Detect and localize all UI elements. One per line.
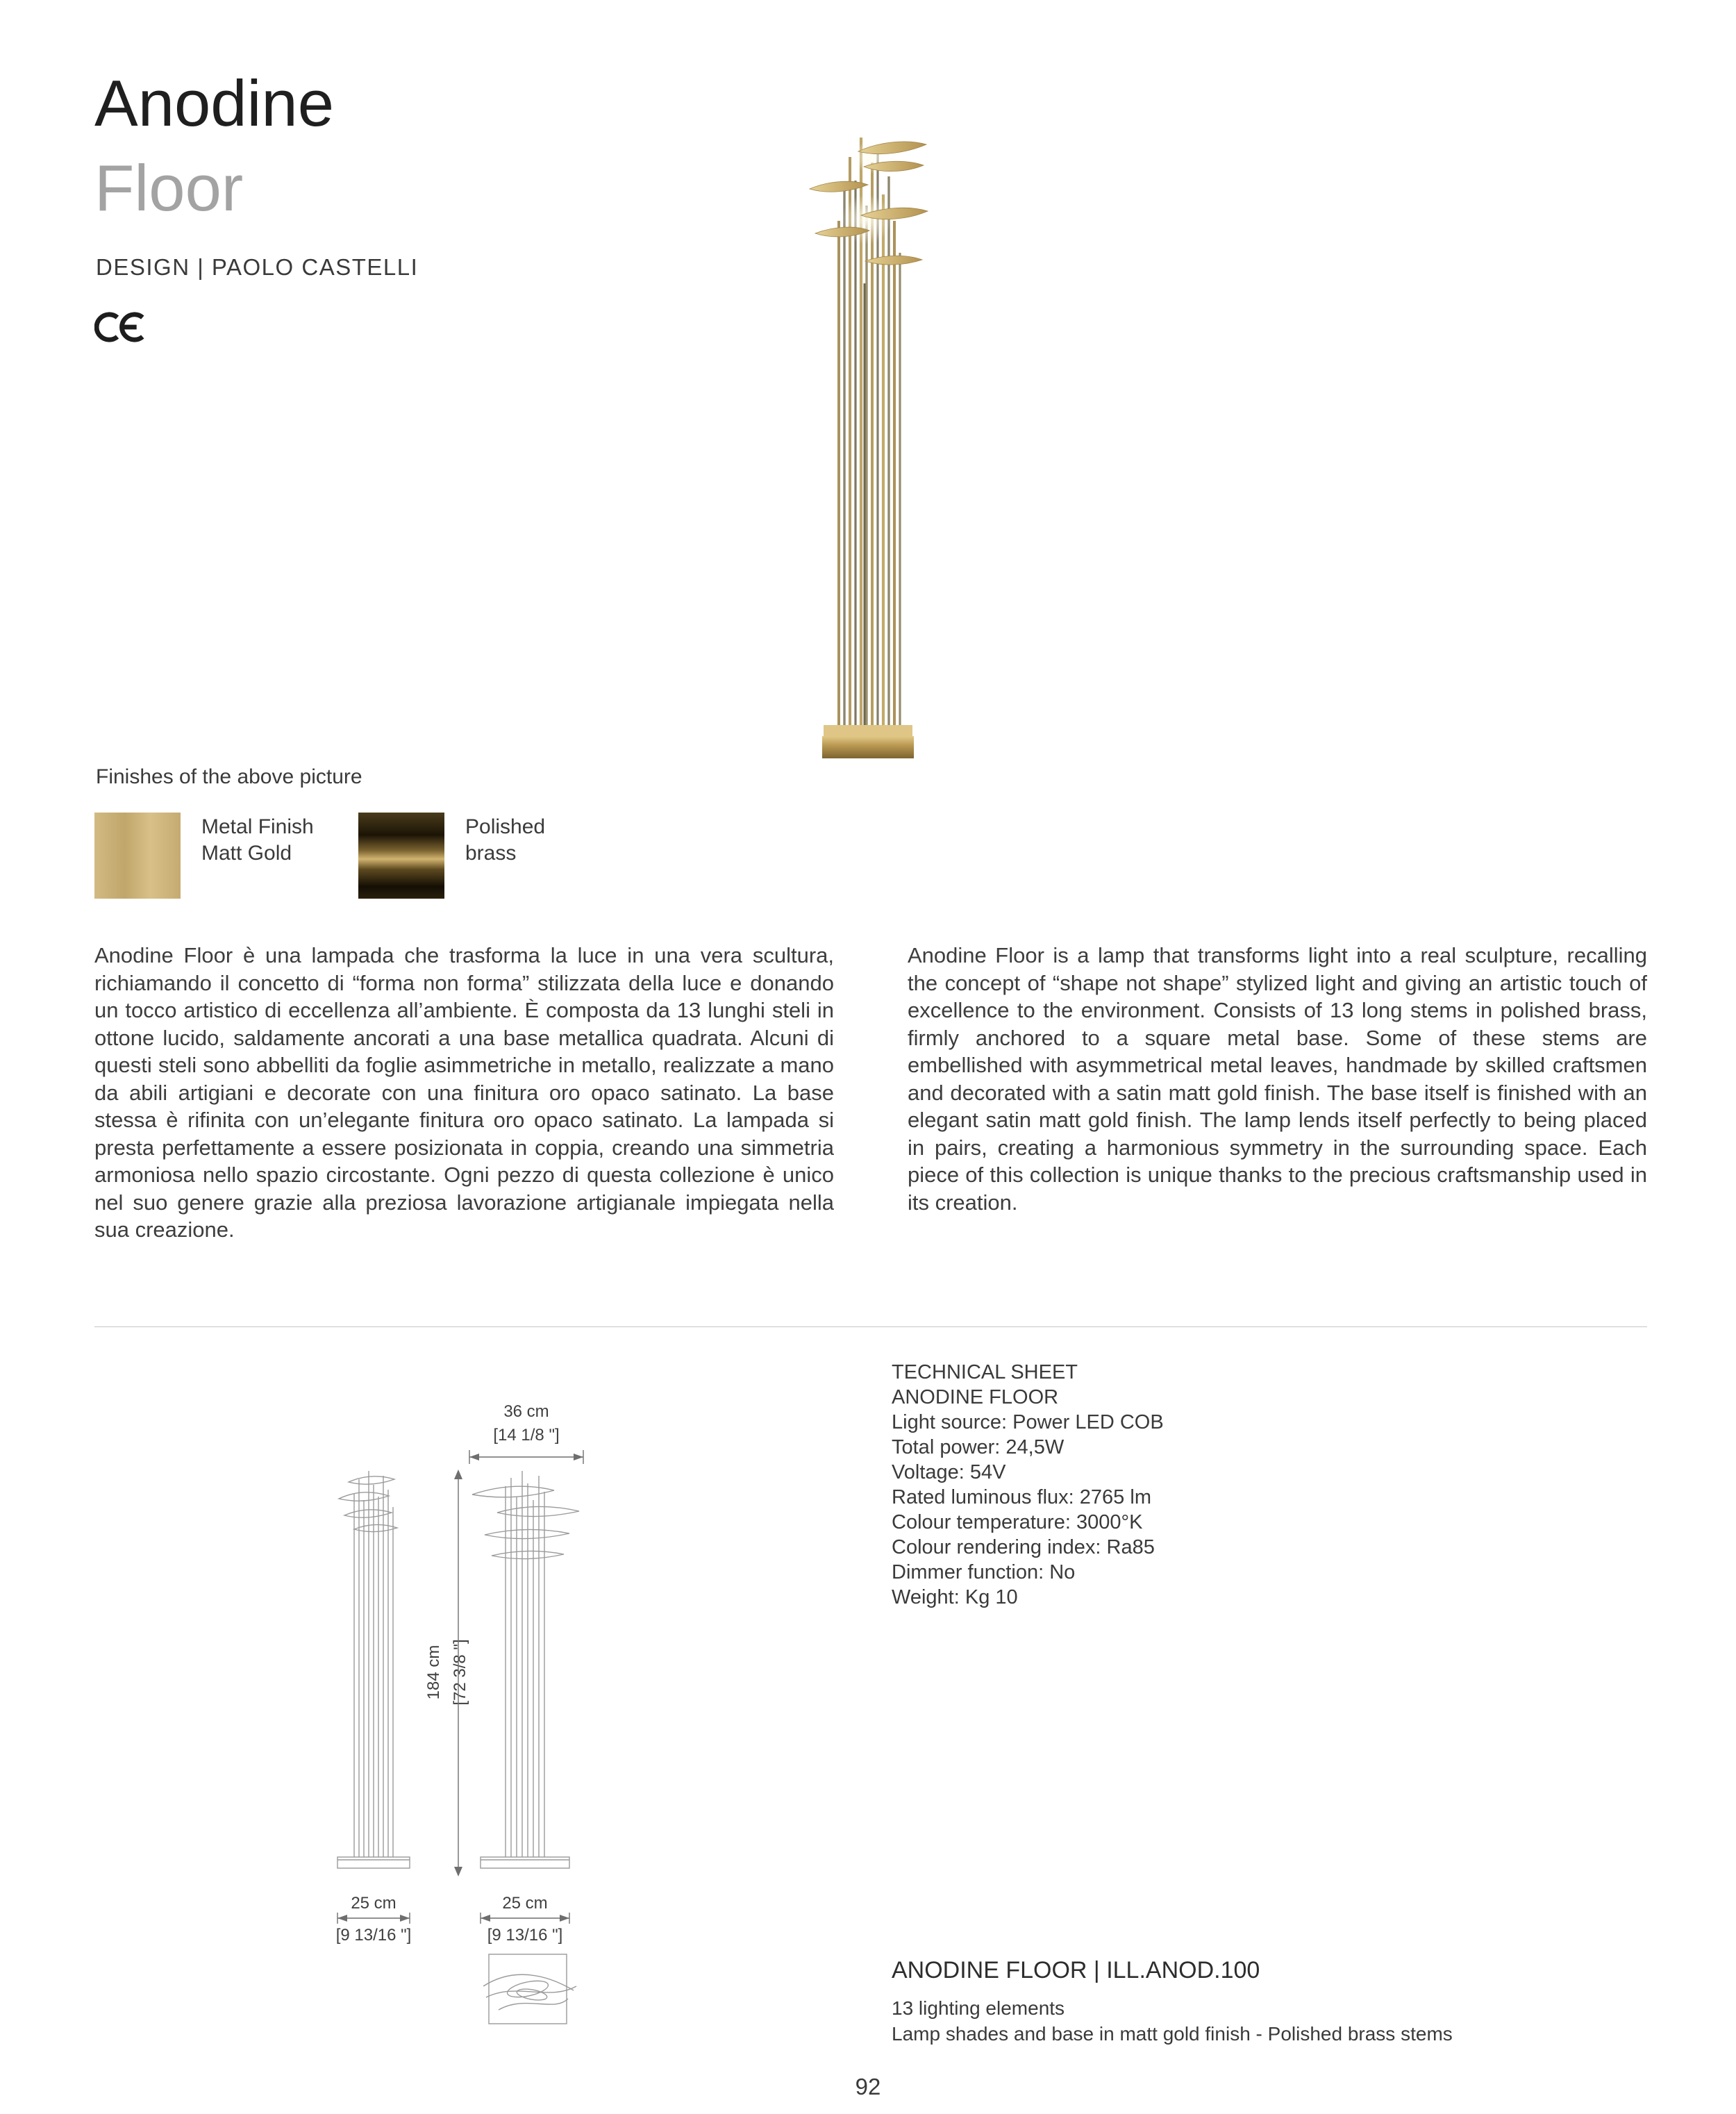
tech-sheet-line: ANODINE FLOOR bbox=[892, 1386, 1059, 1408]
dim-base-right-label-in: [9 13/16 "] bbox=[487, 1926, 563, 1945]
swatch-polished-brass-label: Polished brass bbox=[465, 815, 546, 865]
drawing-lamp-left bbox=[337, 1471, 410, 1868]
dim-base-right-label: 25 cm bbox=[502, 1894, 548, 1913]
tech-sheet-line: Colour rendering index: Ra85 bbox=[892, 1536, 1155, 1558]
tech-sheet-line: TECHNICAL SHEET bbox=[892, 1361, 1078, 1383]
tech-sheet-line: Total power: 24,5W bbox=[892, 1436, 1065, 1458]
finishes-swatches bbox=[94, 813, 622, 899]
tech-sheet-line: Colour temperature: 3000°K bbox=[892, 1511, 1143, 1533]
product-detail-elements: 13 lighting elements bbox=[892, 1997, 1065, 2019]
page-number: 92 bbox=[855, 2074, 881, 2099]
product-subtitle: Floor bbox=[94, 151, 244, 224]
technical-drawing bbox=[222, 1396, 694, 2028]
finishes-heading: Finishes of the above picture bbox=[96, 765, 362, 788]
swatch-matt-gold bbox=[94, 813, 181, 899]
product-info bbox=[892, 1957, 1453, 2047]
product-photo bbox=[797, 117, 939, 769]
dim-base-left-label: 25 cm bbox=[351, 1894, 397, 1913]
swatch-polished-brass bbox=[358, 813, 444, 899]
drawing-lamp-right bbox=[472, 1471, 579, 1868]
technical-sheet bbox=[892, 1360, 1164, 1610]
swatch-matt-gold-label: Metal Finish Matt Gold bbox=[201, 815, 314, 865]
section-divider bbox=[94, 1326, 1647, 1327]
description-italian: Anodine Floor è una lampada che trasforma la luce in una vera scultura, richiamando il concetto di “forma non forma” stilizzata della luce e donando un tocco artistico di eccellenza all’ambiente. È composta da 13 lunghi steli in ottone lucido, saldamente ancorati a una base metallica quadrata. Alcuni di questi steli sono abbelliti da foglie asimmetriche in metallo, realizzate a mano da abili artigiani e decorate con una finitura oro opaco satinato. La base stessa è rifinita con un’elegante finitura oro opaco satinato. La lampada si presta perfettamente a essere posizionata in coppia, creando una simmetria armoniosa nello spazio circostante. Ogni pezzo di questa collezione è unico nel suo genere grazie alla preziosa lavorazione artigianale impiegata nella sua creazione. bbox=[94, 943, 834, 1242]
lamp-base bbox=[822, 725, 914, 758]
product-description bbox=[94, 942, 1647, 1244]
dim-height-label-in: [72 3/8 "] bbox=[451, 1639, 469, 1706]
designer-credit: DESIGN | PAOLO CASTELLI bbox=[96, 254, 419, 280]
tech-sheet-line: Light source: Power LED COB bbox=[892, 1411, 1164, 1433]
tech-sheet-line: Weight: Kg 10 bbox=[892, 1586, 1018, 1608]
dim-width-label: 36 cm bbox=[503, 1402, 549, 1421]
dim-base-left-label-in: [9 13/16 "] bbox=[335, 1926, 412, 1945]
product-title: Anodine bbox=[94, 67, 334, 140]
drawing-lamp-top-view bbox=[483, 1954, 576, 2024]
product-code: ANODINE FLOOR | ILL.ANOD.100 bbox=[892, 1957, 1260, 1983]
product-detail-finish: Lamp shades and base in matt gold finish - Polished brass stems bbox=[892, 2023, 1453, 2045]
tech-sheet-line: Voltage: 54V bbox=[892, 1461, 1006, 1483]
dim-height-label: 184 cm bbox=[424, 1645, 443, 1700]
tech-sheet-line: Rated luminous flux: 2765 lm bbox=[892, 1486, 1151, 1508]
dim-width-label-in: [14 1/8 "] bbox=[493, 1426, 560, 1445]
description-english: Anodine Floor is a lamp that transforms light into a real sculpture, recalling the concept of “shape not shape” stylized light and giving an artistic touch of excellence to the environment. Consists of 13 long stems in polished brass, firmly anchored to a square metal base. Some of these stems are embellished with asymmetrical metal leaves, handmade by skilled craftsmen and decorated with a satin matt gold finish. The base itself is finished with an elegant satin matt gold finish. The lamp lends itself perfectly to being placed in pairs, creating a harmonious symmetry in the surrounding space. Each piece of this collection is unique thanks to the precious craftsmanship used in its creation. bbox=[908, 943, 1647, 1215]
ce-mark-icon bbox=[94, 310, 151, 344]
tech-sheet-line: Dimmer function: No bbox=[892, 1561, 1076, 1583]
